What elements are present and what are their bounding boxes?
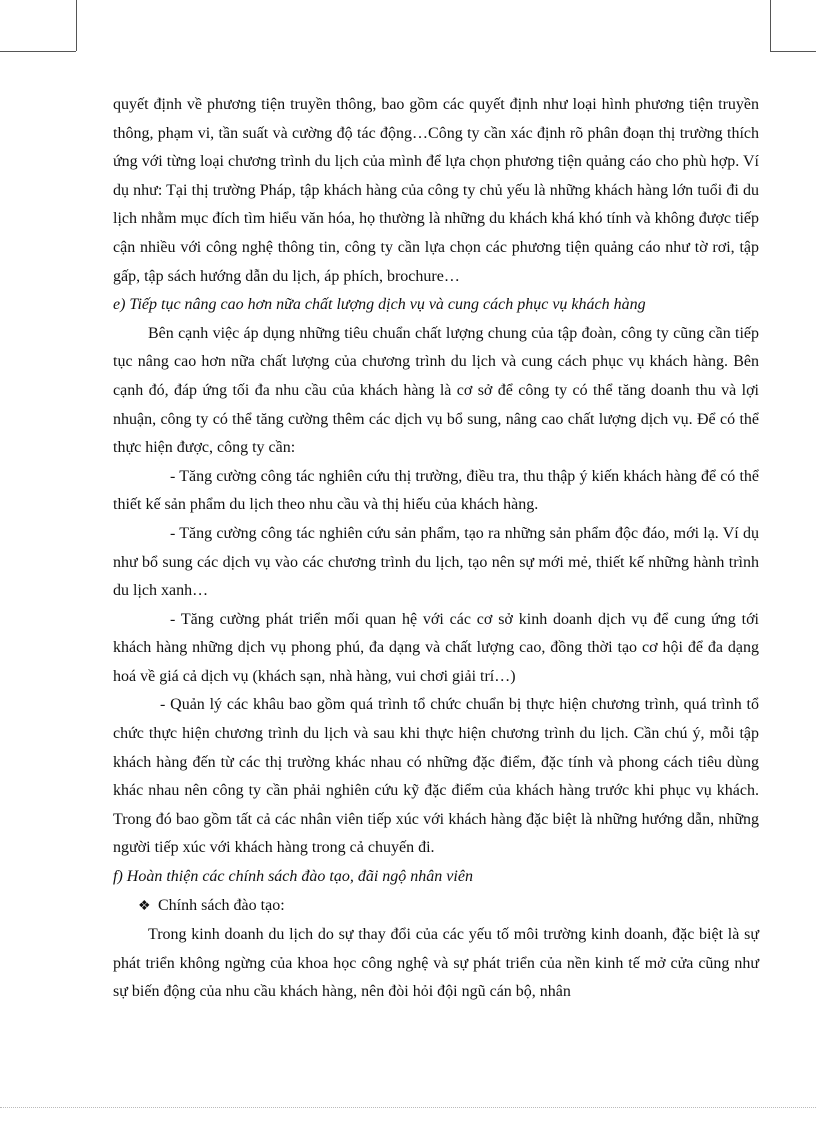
- bullet-training-policy-label: Chính sách đào tạo:: [158, 896, 285, 914]
- paragraph-training-context: Trong kinh doanh du lịch do sự thay đổi của các yếu tố môi trường kinh doanh, đặc biệt là sự phát triển không ngừng của khoa học công nghệ và sự phát triển của nền kinh tế mở cửa cũng như sự biến động của nhu cầu khách hàng, nên đòi hỏi đội ngũ cán bộ, nhân: [113, 926, 759, 1001]
- crop-mark-top-right-horizontal: [770, 51, 816, 52]
- section-heading-f: f) Hoàn thiện các chính sách đào tạo, đãi ngộ nhân viên: [113, 868, 473, 886]
- document-body: [113, 91, 759, 1007]
- list-item-supplier-relations: - Tăng cường phát triển mối quan hệ với các cơ sở kinh doanh dịch vụ để cung ứng tới khách hàng những dịch vụ phong phú, đa dạng và chất lượng cao, đồng thời tạo cơ hội để đa dạng hoá về giá cả dịch vụ (khách sạn, nhà hàng, vui chơi giải trí…): [113, 610, 759, 685]
- section-heading-e: e) Tiếp tục nâng cao hơn nữa chất lượng dịch vụ và cung cách phục vụ khách hàng: [113, 296, 646, 314]
- paragraph-media-decision: quyết định về phương tiện truyền thông, bao gồm các quyết định như loại hình phương tiện truyền thông, phạm vi, tần suất và cường độ tác động…Công ty cần xác định rõ phân đoạn thị trường thích ứng với từng loại chương trình du lịch của mình để lựa chọn phương tiện quảng cáo cho phù hợp. Ví dụ như: Tại thị trường Pháp, tập khách hàng của công ty chủ yếu là những khách hàng lớn tuổi đi du lịch nhằm mục đích tìm hiểu văn hóa, họ thường là những du khách khá khó tính và không được tiếp cận nhiều với công nghệ thông tin, công ty cần lựa chọn các phương tiện quảng cáo như tờ rơi, tập gấp, tập sách hướng dẫn du lịch, áp phích, brochure…: [113, 96, 759, 285]
- paragraph-service-quality: Bên cạnh việc áp dụng những tiêu chuẩn chất lượng chung của tập đoàn, công ty cũng cần tiếp tục nâng cao hơn nữa chất lượng của chương trình du lịch và cung cách phục vụ khách hàng. Bên cạnh đó, đáp ứng tối đa nhu cầu của khách hàng là cơ sở để công ty có thể tăng doanh thu và lợi nhuận, công ty có thể tăng cường thêm các dịch vụ bổ sung, nâng cao chất lượng dịch vụ. Để có thể thực hiện được, công ty cần:: [113, 324, 759, 457]
- crop-mark-top-left-vertical: [76, 0, 77, 51]
- page-bottom-divider: [0, 1107, 816, 1108]
- crop-mark-top-right-vertical: [770, 0, 771, 51]
- bullet-training-policy: [113, 892, 759, 922]
- diamond-bullet-icon: ❖: [138, 898, 151, 914]
- list-item-process-management: - Quản lý các khâu bao gồm quá trình tổ chức chuẩn bị thực hiện chương trình, quá trình tổ chức thực hiện chương trình du lịch và sau khi thực hiện chương trình du lịch. Cần chú ý, mỗi tập khách hàng đến từ các thị trường khác nhau có những đặc điểm, đặc tính và phong cách tiêu dùng khác nhau nên công ty cần phải nghiên cứu kỹ đặc điểm của khách hàng trước khi phục vụ khách. Trong đó bao gồm tất cả các nhân viên tiếp xúc với khách hàng đặc biệt là những hướng dẫn, những người tiếp xúc với khách hàng trong cả chuyến đi.: [113, 696, 759, 857]
- list-item-product-research: - Tăng cường công tác nghiên cứu sản phẩm, tạo ra những sản phẩm độc đáo, mới lạ. Ví dụ như bổ sung các dịch vụ vào các chương trình du lịch, tạo nên sự mới mẻ, thiết kế những hành trình du lịch xanh…: [113, 524, 759, 600]
- list-item-market-research: - Tăng cường công tác nghiên cứu thị trường, điều tra, thu thập ý kiến khách hàng để có thể thiết kế sản phẩm du lịch theo nhu cầu và thị hiếu của khách hàng.: [113, 467, 759, 514]
- crop-mark-top-left-horizontal: [0, 51, 76, 52]
